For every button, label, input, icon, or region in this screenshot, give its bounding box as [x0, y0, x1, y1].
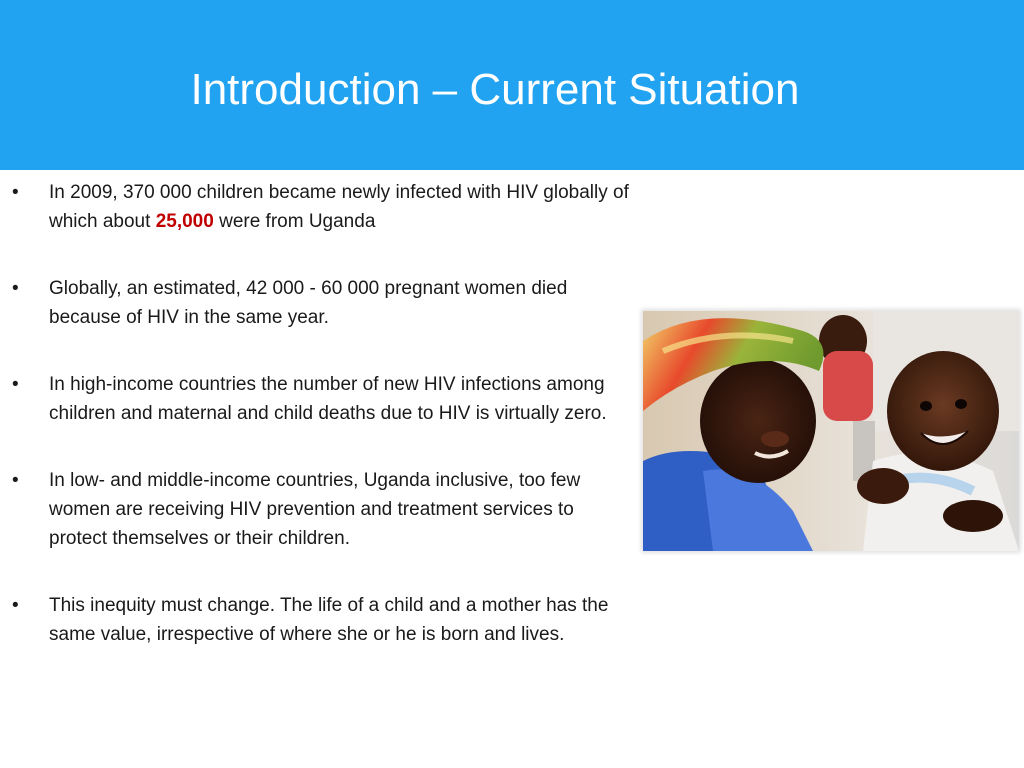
slide-title: Introduction – Current Situation	[190, 65, 800, 114]
bullet-text: Globally, an estimated, 42 000 - 60 000 pregnant women died because of HIV in the same year.	[49, 278, 568, 328]
bullet-item	[12, 178, 637, 236]
bullet-marker: •	[12, 374, 19, 395]
highlight-number: 25,000	[155, 211, 214, 232]
bullet-list	[12, 178, 637, 687]
bullet-item	[12, 370, 637, 428]
bullet-marker: •	[12, 182, 19, 203]
bullet-marker: •	[12, 470, 19, 491]
bullet-text: were from Uganda	[213, 211, 376, 232]
title-bar	[0, 0, 1024, 170]
bullet-marker: •	[12, 278, 19, 299]
bullet-item	[12, 591, 637, 649]
bullet-text: In low- and middle-income countries, Uganda inclusive, too few women are receiving HIV prevention and treatment services to protect themselves or their children.	[49, 470, 581, 549]
bullet-item	[12, 466, 637, 553]
bullet-text: In 2009, 370 000 children became newly infected with HIV globally of which about	[49, 182, 629, 232]
mother-and-baby-photo	[643, 311, 1019, 551]
bullet-text: This inequity must change. The life of a child and a mother has the same value, irrespective of where she or he is born and lives.	[49, 595, 609, 645]
bullet-item	[12, 274, 637, 332]
bullet-text: In high-income countries the number of new HIV infections among children and maternal and child deaths due to HIV is virtually zero.	[49, 374, 607, 424]
bullet-marker: •	[12, 595, 19, 616]
